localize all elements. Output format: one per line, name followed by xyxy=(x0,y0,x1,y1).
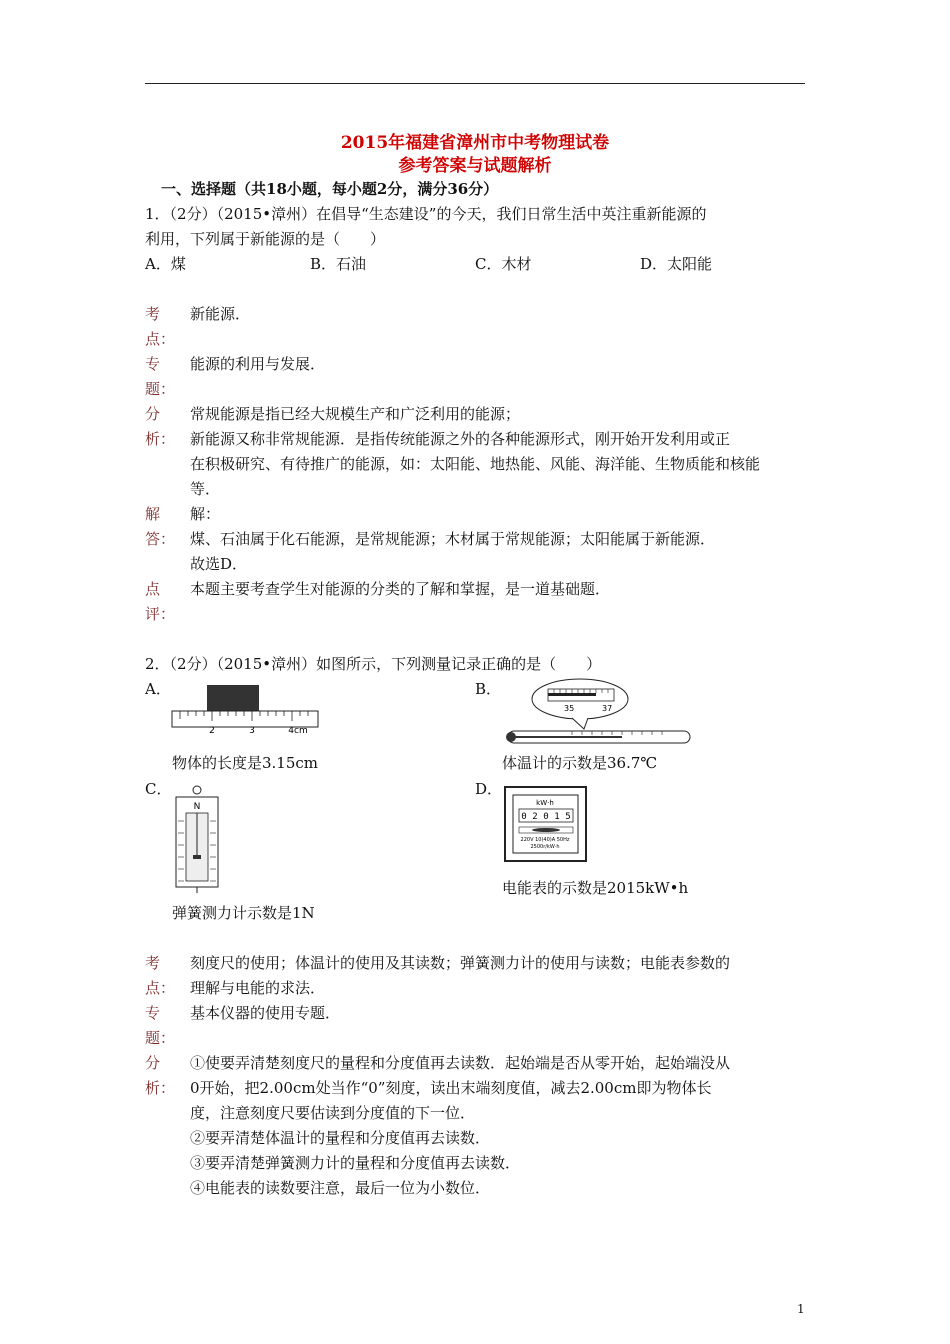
q2-option-a: A． xyxy=(145,680,171,698)
meter-digit-2: 2 xyxy=(532,812,538,822)
q1-option-a: A．煤 xyxy=(145,255,186,273)
meter-spec-1: 220V 10(40)A 50Hz xyxy=(520,837,570,843)
q1-fx-line4: 等． xyxy=(190,480,221,498)
measured-block xyxy=(207,685,259,713)
q1-fx-label-2: 析： xyxy=(145,430,176,448)
meter-spec-2: 2500r/kW·h xyxy=(530,844,560,850)
q1-kd-label-1: 考 xyxy=(145,305,161,323)
q2-caption-c: 弹簧测力计示数是1N xyxy=(172,904,315,922)
thermo-tick-37: 37 xyxy=(602,704,613,713)
q1-option-d: D．太阳能 xyxy=(640,255,713,273)
q2-option-d: D． xyxy=(475,780,503,798)
q1-zt-label-2: 题： xyxy=(145,380,176,398)
q2-fx-line4: ②要弄清楚体温计的量程和分度值再去读数． xyxy=(190,1129,491,1147)
q2-caption-d: 电能表的示数是2015kW•h xyxy=(502,879,689,897)
thermometer-figure xyxy=(502,675,697,750)
q1-jd-label-2: 答： xyxy=(145,530,176,548)
page-number: 1 xyxy=(797,1302,805,1316)
q2-option-c: C． xyxy=(145,780,172,798)
q2-zt-label-1: 专 xyxy=(145,1004,161,1022)
meter-digit-5: 5 xyxy=(565,812,571,822)
q2-caption-a: 物体的长度是3.15cm xyxy=(172,754,319,772)
q1-fx-line3: 在积极研究、有待推广的能源，如：太阳能、地热能、风能、海洋能、生物质能和核能 xyxy=(190,455,761,473)
ruler-tick-2: 2 xyxy=(209,726,215,736)
meter-digit-3: 0 xyxy=(543,812,549,822)
q2-fx-line2: 0开始，把2.00cm处当作“0”刻度，读出末端刻度值，减去2.00cm即为物体长 xyxy=(190,1079,712,1097)
q1-fx-line2: 新能源又称非常规能源．是指传统能源之外的各种能源形式，刚开始开发利用或正 xyxy=(190,430,731,448)
ruler-tick-4: 4cm xyxy=(288,726,308,736)
thermo-tick-35: 35 xyxy=(564,704,575,713)
q2-kd-label-1: 考 xyxy=(145,954,161,972)
meter-unit: kW·h xyxy=(536,799,554,807)
q1-dp-label-1: 点 xyxy=(145,580,161,598)
q2-stem: 2．（2分）（2015•漳州）如图所示，下列测量记录正确的是（ ） xyxy=(145,655,602,673)
q1-jd-line1: 解： xyxy=(190,505,221,523)
meter-digit-4: 1 xyxy=(554,812,560,822)
q2-fx-label-1: 分 xyxy=(145,1054,161,1072)
q1-option-c: C．木材 xyxy=(475,255,532,273)
header-rule xyxy=(145,83,805,84)
q1-zt-label-1: 专 xyxy=(145,355,161,373)
q1-fx-label-1: 分 xyxy=(145,405,161,423)
q1-stem-line1: 1．（2分）（2015•漳州）在倡导“生态建设”的今天，我们日常生活中英注重新能源的 xyxy=(145,205,707,223)
q1-dp-text: 本题主要考查学生对能源的分类的了解和掌握，是一道基础题． xyxy=(190,580,611,598)
q2-zt-text: 基本仪器的使用专题． xyxy=(190,1004,341,1022)
q2-zt-label-2: 题： xyxy=(145,1029,176,1047)
spring-scale-figure xyxy=(170,785,225,895)
q2-caption-b: 体温计的示数是36.7℃ xyxy=(502,754,658,772)
q2-fx-line5: ③要弄清楚弹簧测力计的量程和分度值再去读数． xyxy=(190,1154,521,1172)
q1-stem-line2: 利用，下列属于新能源的是（ ） xyxy=(145,230,386,248)
q2-kd-line2: 理解与电能的求法． xyxy=(190,979,326,997)
q2-kd-label-2: 点： xyxy=(145,979,176,997)
page-subtitle: 参考答案与试题解析 xyxy=(398,156,552,176)
q1-jd-label-1: 解 xyxy=(145,505,161,523)
ruler-tick-3: 3 xyxy=(249,726,255,736)
q1-kd-text: 新能源． xyxy=(190,305,251,323)
ruler-figure xyxy=(170,683,320,743)
section-heading: 一、选择题（共18小题，每小题2分，满分36分） xyxy=(161,180,499,198)
page-title: 2015年福建省漳州市中考物理试卷 xyxy=(340,133,610,153)
q2-option-b: B． xyxy=(475,680,502,698)
q2-fx-line6: ④电能表的读数要注意，最后一位为小数位． xyxy=(190,1179,491,1197)
q2-kd-line1: 刻度尺的使用；体温计的使用及其读数；弹簧测力计的使用与读数；电能表参数的 xyxy=(190,954,731,972)
q2-fx-line1: ①使要弄清楚刻度尺的量程和分度值再去读数．起始端是否从零开始，起始端没从 xyxy=(190,1054,731,1072)
electric-meter-figure xyxy=(503,785,588,863)
q1-dp-label-2: 评： xyxy=(145,605,176,623)
spring-unit-label: N xyxy=(193,802,201,812)
meter-digit-1: 0 xyxy=(521,812,527,822)
q2-fx-label-2: 析： xyxy=(145,1079,176,1097)
q1-kd-label-2: 点： xyxy=(145,330,176,348)
q1-jd-line3: 故选D． xyxy=(190,555,248,573)
q2-fx-line3: 度，注意刻度尺要估读到分度值的下一位． xyxy=(190,1104,476,1122)
q1-zt-text: 能源的利用与发展． xyxy=(190,355,326,373)
q1-option-b: B．石油 xyxy=(310,255,367,273)
q1-fx-line1: 常规能源是指已经大规模生产和广泛利用的能源； xyxy=(190,405,521,423)
q1-jd-line2: 煤、石油属于化石能源，是常规能源；木材属于常规能源；太阳能属于新能源． xyxy=(190,530,716,548)
